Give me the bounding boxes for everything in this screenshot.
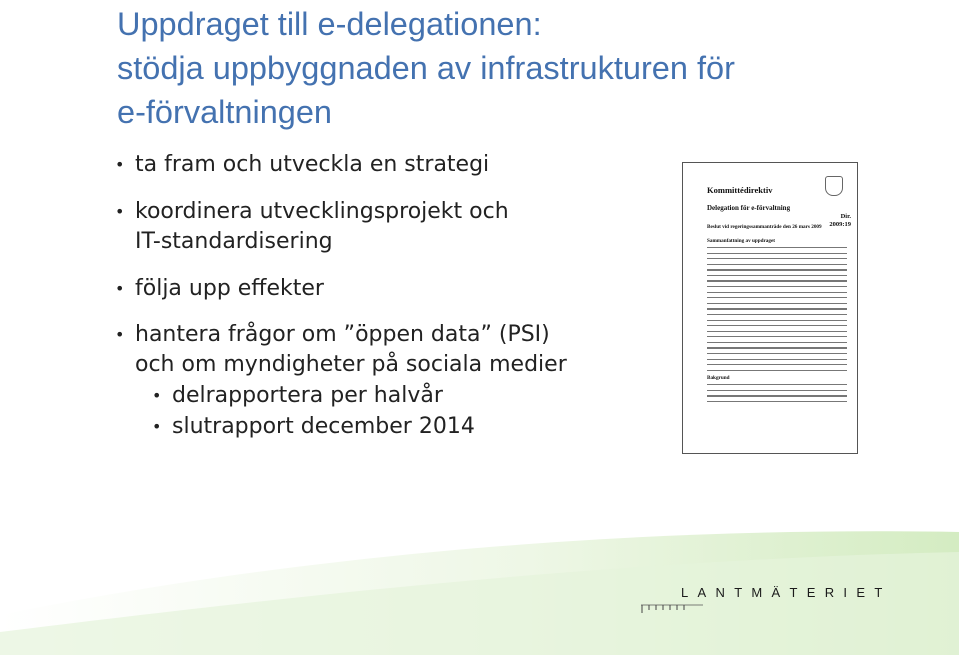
title-line-1: Uppdraget till e-delegationen: [117, 6, 542, 42]
lantmateriet-logo: LANTMÄTERIET [681, 585, 892, 600]
dir-number: 2009:19 [829, 221, 851, 228]
bullet-item [112, 150, 692, 180]
document-dir-label [829, 213, 851, 229]
bullet-item [112, 197, 692, 257]
title-line-2: stödja uppbyggnaden av infrastrukturen för [117, 50, 735, 86]
logo-ruler-icon [641, 604, 703, 614]
slide-title [117, 2, 735, 134]
title-line-3: e-förvaltningen [117, 94, 332, 130]
bullet-text: • hantera frågor om ”öppen data” (PSI) [135, 322, 550, 347]
document-section-heading: Sammanfattning av uppdraget [707, 238, 776, 244]
sub-bullet-item: • slutrapport december 2014 [135, 412, 692, 442]
bullet-text: • ta fram och utveckla en strategi [135, 152, 490, 177]
document-section-heading: Bakgrund [707, 375, 730, 382]
crown-crest-icon [825, 176, 843, 196]
document-heading: Kommittédirektiv [707, 185, 773, 195]
directive-document-image [682, 162, 858, 454]
bullet-item [112, 320, 692, 442]
bullet-text: och om myndigheter på sociala medier [135, 352, 567, 377]
bullet-text: • koordinera utvecklingsprojekt och [135, 199, 509, 224]
bullet-item [112, 274, 692, 304]
document-text-block [707, 384, 847, 402]
bullet-list [112, 150, 692, 442]
sub-bullet-item: • delrapportera per halvår [135, 381, 692, 411]
document-subheading: Delegation för e-förvaltning [707, 204, 791, 212]
document-text-block [707, 247, 847, 371]
bullet-text: IT-standardisering [135, 229, 333, 254]
dir-label: Dir. [840, 213, 851, 220]
sub-bullet-list [135, 381, 692, 442]
bullet-text: • följa upp effekter [135, 276, 324, 301]
document-meta: Beslut vid regeringssammanträde den 26 mars 2009 [707, 224, 822, 230]
